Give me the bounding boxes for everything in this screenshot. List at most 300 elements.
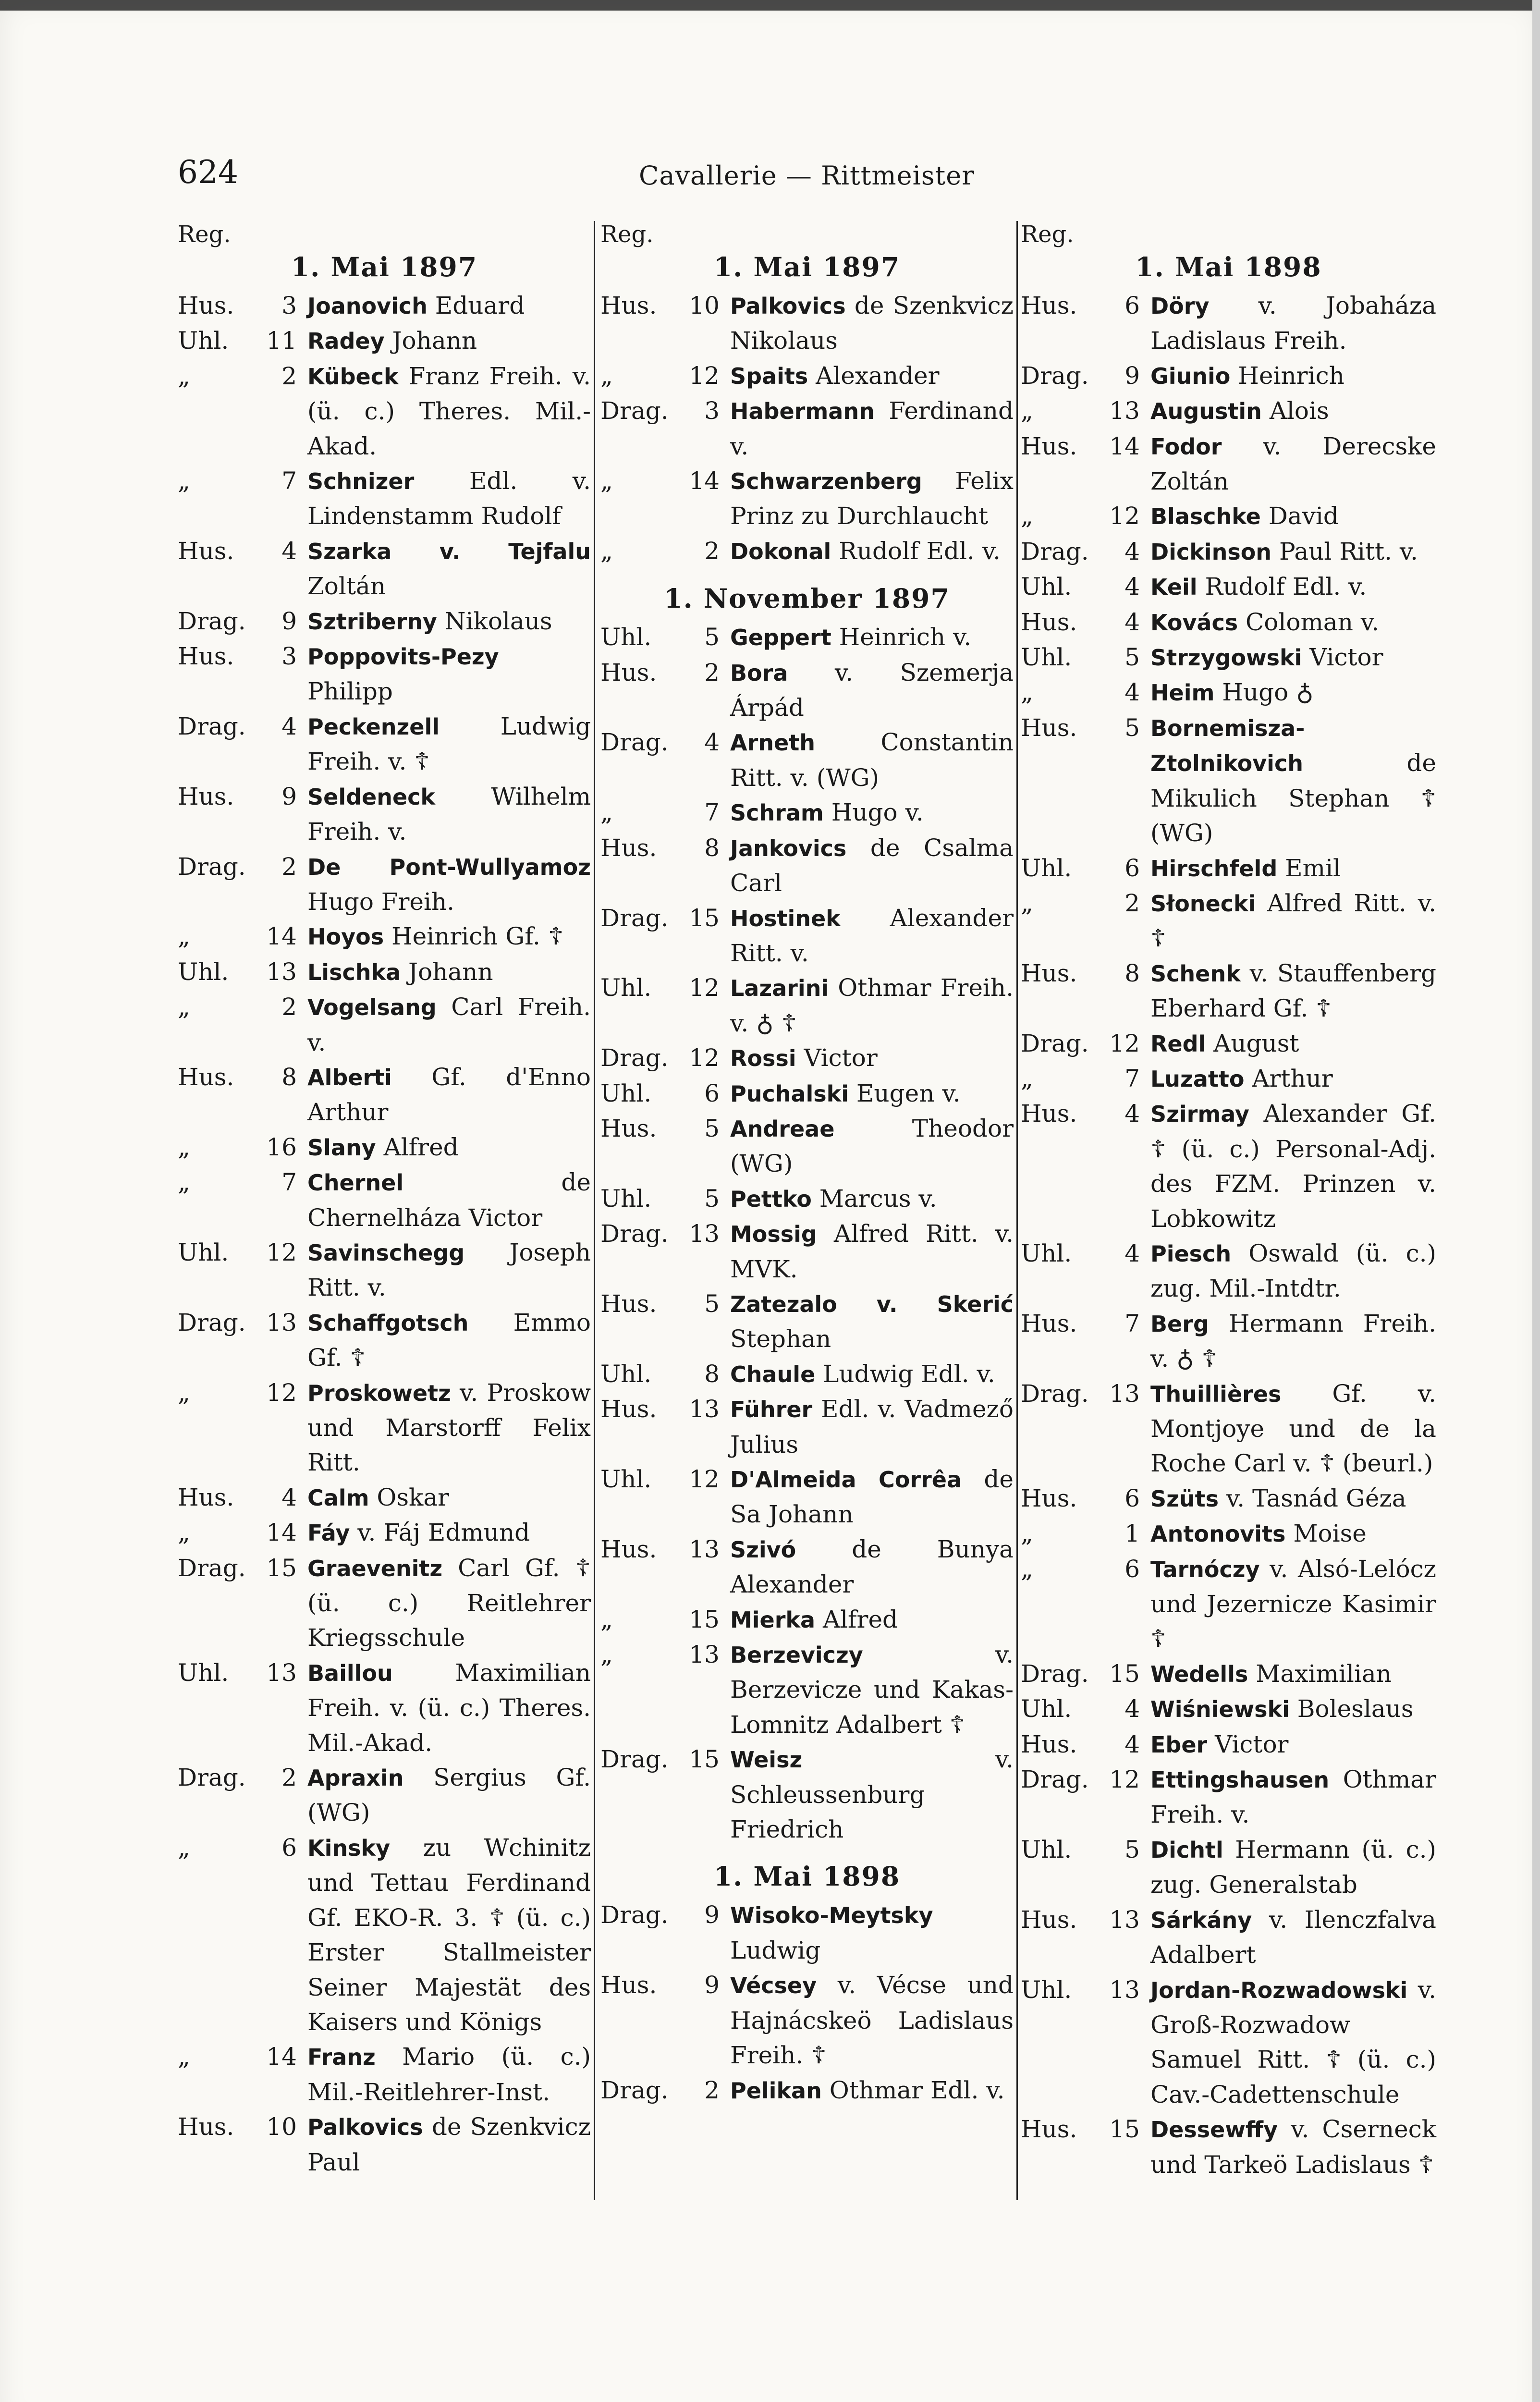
officer-details: de Bunya Alexander [730,1535,1014,1599]
officer-surname: Dickinson [1150,539,1272,565]
column-2 [600,221,1014,2219]
regiment-number: 2 [281,362,297,390]
list-item [178,1551,591,1655]
list-item [1021,605,1436,640]
regiment-number: 14 [266,922,297,951]
regiment-number: 4 [1124,1100,1140,1128]
regiment-number: 5 [704,1114,720,1142]
list-item [178,990,591,1060]
officer-entry [1150,534,1436,569]
regiment-branch: Drag. [178,607,246,635]
officer-entry [307,534,591,604]
regiment-branch: „ [1021,502,1033,530]
regiment-branch: Drag. [1021,1765,1089,1794]
regiment-number: 10 [689,292,720,319]
officer-details: de Szenkvicz Paul [307,2113,591,2176]
officer-surname: Tarnóczy [1150,1556,1260,1582]
regiment-branch: Uhl. [178,327,229,355]
officer-surname: Döry [1150,293,1210,319]
regiment-branch: Hus. [600,1395,657,1423]
officer-surname: Führer [730,1397,813,1423]
regiment-number: 13 [689,1395,720,1423]
officer-surname: Thuillières [1150,1381,1282,1407]
regiment-number: 12 [689,1044,720,1072]
officer-details: Alois [1261,397,1329,425]
section-heading: 1. Mai 1897 [291,251,478,282]
regiment-branch: „ [1021,889,1033,917]
regiment-branch: Uhl. [178,1658,229,1687]
list-item [178,919,591,954]
officer-surname: Graevenitz [307,1555,443,1581]
regiment-number: 14 [1109,432,1140,460]
regiment-branch: Uhl. [1021,573,1072,601]
regiment-number: 8 [704,1360,720,1388]
officer-details: Gf. v. Montjoye und de la Roche Carl v. ☦ (beurl.) [1150,1379,1436,1478]
officer-surname: Hoyos [307,924,384,950]
officer-details: Alfred Ritt. v. MVK. [730,1220,1014,1283]
officer-surname: Puchalski [730,1080,849,1107]
officer-entry [1150,1376,1436,1481]
list-item [600,1216,1014,1287]
regiment-number: 13 [1109,1379,1140,1408]
regiment-number: 4 [1124,537,1140,565]
officer-details: Alexander Ritt. v. [730,904,1014,967]
officer-entry [307,779,591,849]
officer-surname: Keil [1150,574,1198,600]
regiment-number: 6 [1124,1484,1140,1512]
officer-surname: Weisz [730,1747,803,1773]
officer-details: Boleslaus [1289,1695,1414,1723]
scan-right-edge [1532,0,1540,2402]
list-item [1021,2112,1436,2182]
officer-entry [1150,569,1436,604]
regiment-branch: Hus. [600,1289,657,1318]
list-item [600,725,1014,795]
officer-entry [1150,393,1436,429]
list-item [600,1968,1014,2072]
list-item [1021,1832,1436,1902]
section-heading: 1. Mai 1898 [1135,251,1322,282]
list-item [600,970,1014,1041]
officer-surname: Vécsey [730,1973,817,1999]
officer-entry [1150,1236,1436,1306]
officer-details: de Mikulich Stephan ☦ (WG) [1150,749,1436,847]
list-item [1021,1376,1436,1481]
regiment-branch: „ [600,361,613,390]
regiment-branch: „ [178,2043,190,2071]
regiment-branch: Hus. [1021,2115,1077,2144]
list-item [600,655,1014,725]
officer-entry [307,990,591,1060]
officer-surname: Jankovics [730,835,847,861]
regiment-branch: Hus. [600,1971,657,1999]
officer-entry [730,393,1014,464]
officer-details: Rudolf Edl. v. [831,537,1001,565]
list-item [178,464,591,534]
officer-entry [307,464,591,534]
officer-details: Oskar [369,1483,450,1511]
list-item [1021,393,1436,429]
officer-surname: Wiśniewski [1150,1696,1290,1723]
officer-entry [730,1287,1014,1357]
officer-surname: Kübeck [307,363,399,390]
list-item [178,1760,591,1830]
page-number: 624 [178,154,238,191]
list-item [1021,534,1436,569]
officer-entry [307,919,591,954]
list-item [600,288,1014,358]
officer-surname: Alberti [307,1064,392,1091]
officer-entry [307,1830,591,2039]
list-item [1021,1691,1436,1727]
officer-entry [307,955,591,990]
officer-details: v. Vécse und Hajnácskeö Ladislaus Freih. ☦ [730,1971,1014,2070]
regiment-branch: Uhl. [1021,1835,1072,1863]
regiment-branch: „ [178,1133,190,1161]
officer-details: Victor [796,1044,878,1072]
regiment-number: 15 [689,1605,720,1633]
regiment-number: 4 [1124,1239,1140,1267]
regiment-number: 4 [1124,1730,1140,1758]
regiment-number: 8 [704,833,720,862]
officer-entry [1150,1026,1436,1061]
officer-surname: Chaule [730,1361,816,1387]
officer-details: Alexander [808,361,940,390]
regiment-branch: „ [1021,678,1033,707]
officer-surname: Andreae [730,1115,835,1142]
officer-surname: Rossi [730,1045,796,1072]
list-item [600,393,1014,464]
regiment-branch: Hus. [178,782,234,810]
list-item [1021,1902,1436,1973]
regiment-branch: Hus. [600,292,657,319]
officer-surname: Antonovits [1150,1521,1286,1547]
regiment-branch: Drag. [1021,1659,1089,1688]
regiment-branch: Hus. [600,1114,657,1142]
officer-surname: Bora [730,660,788,686]
list-item [1021,1306,1436,1376]
officer-entry [307,323,591,358]
officer-surname: Augustin [1150,398,1262,425]
regiment-number: 12 [689,361,720,390]
regiment-branch: Drag. [178,1308,246,1336]
officer-details: Hugo ♁ [1214,678,1314,707]
regiment-number: 14 [689,467,720,495]
list-item [1021,1481,1436,1516]
officer-surname: Dichtl [1150,1837,1223,1863]
regiment-number: 2 [281,852,297,881]
list-item [1021,640,1436,675]
officer-surname: Sárkány [1150,1907,1252,1933]
regiment-number: 9 [281,782,297,810]
column-divider [594,221,595,2200]
list-item [600,2073,1014,2108]
list-item [600,534,1014,569]
list-item [1021,288,1436,358]
officer-details: Wilhelm Freih. v. [307,782,591,846]
regiment-branch: Hus. [178,537,234,565]
officer-details: Constantin Ritt. v. (WG) [730,728,1014,792]
officer-surname: Slany [307,1134,376,1161]
list-item [600,1287,1014,1357]
entry-list [600,288,1014,569]
officer-entry [1150,1691,1436,1727]
list-item [1021,851,1436,886]
regiment-branch: „ [178,1378,190,1407]
officer-surname: Fáy [307,1520,350,1546]
regiment-number: 9 [704,1901,720,1929]
officer-surname: Dessewffy [1150,2117,1278,2143]
regiment-number: 2 [281,1764,297,1792]
regiment-number: 14 [266,1519,297,1547]
officer-details: Heinrich v. [831,623,972,651]
regiment-number: 13 [1109,1975,1140,2004]
officer-entry [730,2073,1014,2108]
list-item [1021,1727,1436,1762]
regiment-number: 4 [1124,678,1140,707]
officer-entry [1150,1306,1436,1376]
regiment-number: 13 [689,1535,720,1563]
officer-surname: Mossig [730,1221,817,1248]
officer-surname: Seldeneck [307,784,436,810]
regiment-number: 15 [266,1554,297,1582]
officer-details: v. Proskow und Marstorff Felix Ritt. [307,1378,591,1477]
list-item [1021,675,1436,710]
officer-surname: Heim [1150,680,1215,706]
entry-list [600,620,1014,1847]
officer-entry [730,1637,1014,1742]
list-item [178,1165,591,1235]
officer-entry [307,1760,591,1830]
officer-surname: Berzeviczy [730,1642,863,1668]
officer-entry [1150,886,1436,956]
regiment-number: 2 [704,658,720,686]
officer-surname: Lischka [307,959,401,985]
list-item [178,709,591,779]
list-item [600,1742,1014,1847]
list-item [178,2109,591,2180]
officer-surname: Mierka [730,1606,816,1633]
regiment-number: 3 [281,642,297,671]
regiment-number: 4 [1124,573,1140,601]
officer-details: v. Derecske Zoltán [1150,432,1436,496]
regiment-branch: Uhl. [1021,1695,1072,1723]
regiment-branch: Hus. [178,1483,234,1511]
regiment-branch: „ [178,362,190,390]
regiment-branch: „ [178,467,190,495]
regiment-branch: Uhl. [600,1079,652,1107]
officer-entry [730,1216,1014,1287]
regiment-branch: „ [178,1833,190,1862]
officer-surname: Luzatto [1150,1066,1245,1092]
list-item [1021,1236,1436,1306]
regiment-number: 4 [704,728,720,757]
officer-entry [307,1130,591,1165]
regiment-number: 13 [689,1220,720,1248]
list-item [178,534,591,604]
regiment-branch: „ [178,922,190,951]
officer-details: Emmo Gf. ☦ [307,1308,591,1372]
officer-entry [730,795,1014,830]
regiment-branch: Hus. [1021,959,1077,987]
officer-surname: Sztriberny [307,608,437,635]
officer-entry [730,1602,1014,1637]
regiment-branch: „ [600,1641,613,1669]
officer-details: Victor [1302,643,1383,672]
regiment-number: 7 [704,798,720,827]
list-item [178,1480,591,1515]
officer-details: August [1206,1029,1299,1057]
officer-entry [730,620,1014,655]
roster-columns [178,221,1436,2267]
regiment-branch: Uhl. [1021,1239,1072,1267]
regiment-number: 15 [689,904,720,932]
list-item [1021,1973,1436,2112]
regiment-branch: Uhl. [178,957,229,986]
officer-details: Ludwig Freih. v. ☦ [307,712,591,776]
officer-surname: Fodor [1150,433,1222,460]
officer-details: Carl Gf. ☦ (ü. c.) Reitlehrer Kriegsschule [307,1554,591,1652]
regiment-branch: Hus. [1021,292,1077,319]
officer-details: Zoltán [307,572,386,600]
list-item [178,2039,591,2109]
regiment-number: 13 [266,1658,297,1687]
list-item [600,1111,1014,1181]
officer-details: v. Stauffenberg Eberhard Gf. ☦ [1150,959,1436,1023]
officer-entry [307,2109,591,2180]
officer-details: Marcus v. [811,1184,937,1213]
regiment-branch: „ [600,798,613,827]
officer-details: Hermann Freih. v. ♁ ☦ [1150,1309,1436,1373]
officer-entry [307,1375,591,1480]
regiment-branch: „ [178,993,190,1021]
officer-surname: Poppovits-Pezy [307,644,499,670]
list-item [600,795,1014,830]
list-item [178,359,591,464]
officer-details: Nikolaus [437,607,552,635]
regiment-number: 4 [281,537,297,565]
list-item [600,620,1014,655]
officer-entry [1150,358,1436,393]
officer-entry [1150,429,1436,499]
officer-entry [730,358,1014,393]
officer-entry [730,1041,1014,1076]
regiment-branch: Hus. [600,833,657,862]
officer-surname: Giunio [1150,363,1231,389]
officer-surname: Schram [730,800,824,826]
officer-entry [730,1462,1014,1532]
regiment-branch: „ [178,1519,190,1547]
regiment-branch: Drag. [600,904,669,932]
regiment-number: 9 [281,607,297,635]
officer-details: Heinrich [1230,361,1344,390]
officer-surname: Eber [1150,1731,1208,1758]
officer-details: Heinrich Gf. ☦ [384,922,564,951]
officer-surname: Baillou [307,1660,393,1686]
officer-entry [730,288,1014,358]
section-heading: 1. November 1897 [664,583,950,614]
list-item [178,1515,591,1550]
officer-details: Eugen v. [849,1079,961,1107]
officer-details: v. Berzevicze und Kakas-Lomnitz Adalbert ☦ [730,1641,1014,1739]
page-header [178,154,1436,197]
list-item [600,1602,1014,1637]
list-item [1021,1552,1436,1656]
list-item [1021,711,1436,851]
officer-entry [730,970,1014,1041]
officer-entry [307,359,591,464]
regiment-branch: Uhl. [600,1184,652,1213]
officer-surname: Szivó [730,1536,796,1563]
officer-surname: Habermann [730,398,875,425]
officer-entry [1150,1481,1436,1516]
list-item [178,1830,591,2039]
regiment-number: 14 [266,2043,297,2071]
regiment-number: 12 [689,974,720,1002]
officer-details: Ferdinand v. [730,397,1014,460]
list-item [1021,1096,1436,1236]
list-item [178,1655,591,1760]
officer-entry [1150,956,1436,1026]
officer-entry [1150,1973,1436,2112]
officer-details: de Csalma Carl [730,833,1014,897]
list-item [1021,358,1436,393]
officer-details: Gf. d'Enno Arthur [307,1063,591,1127]
regiment-number: 1 [1124,1520,1140,1548]
regiment-number: 8 [281,1063,297,1091]
officer-entry [307,709,591,779]
list-item [1021,499,1436,534]
regiment-number: 7 [281,467,297,495]
officer-entry [1150,1096,1436,1236]
officer-entry [307,1480,591,1515]
regiment-number: 7 [1124,1064,1140,1092]
list-item [178,1375,591,1480]
officer-details: v. Fáj Edmund [350,1519,530,1547]
list-item [600,1181,1014,1216]
officer-surname: Zatezalo v. Skerić [730,1291,1014,1317]
regiment-branch: Hus. [1021,1730,1077,1758]
officer-surname: Lazarini [730,975,829,1002]
officer-details: Hugo v. [823,798,924,827]
regiment-number: 2 [704,2076,720,2104]
officer-surname: Bornemisza-Ztolnikovich [1150,715,1305,777]
list-item [178,1130,591,1165]
regiment-number: 12 [689,1465,720,1493]
officer-entry [1150,1902,1436,1973]
regiment-number: 9 [1124,361,1140,390]
officer-details: Edl. v. Lindenstamm Rudolf [307,467,591,530]
list-item [178,288,591,323]
officer-surname: Radey [307,328,385,355]
list-item [1021,1516,1436,1551]
officer-entry [307,1305,591,1375]
officer-entry [730,1181,1014,1216]
list-item [600,1462,1014,1532]
regiment-number: 15 [1109,2115,1140,2144]
regiment-branch: „ [600,537,613,565]
officer-surname: Wedells [1150,1661,1248,1687]
list-item [600,464,1014,534]
regiment-number: 4 [1124,1695,1140,1723]
list-item [1021,886,1436,956]
officer-details: David [1260,502,1339,530]
regiment-branch: Hus. [178,642,234,671]
officer-details: Ludwig [730,1936,821,1964]
regiment-branch: Hus. [600,1535,657,1563]
regiment-branch: Uhl. [1021,854,1072,882]
regiment-branch: Uhl. [600,974,652,1002]
